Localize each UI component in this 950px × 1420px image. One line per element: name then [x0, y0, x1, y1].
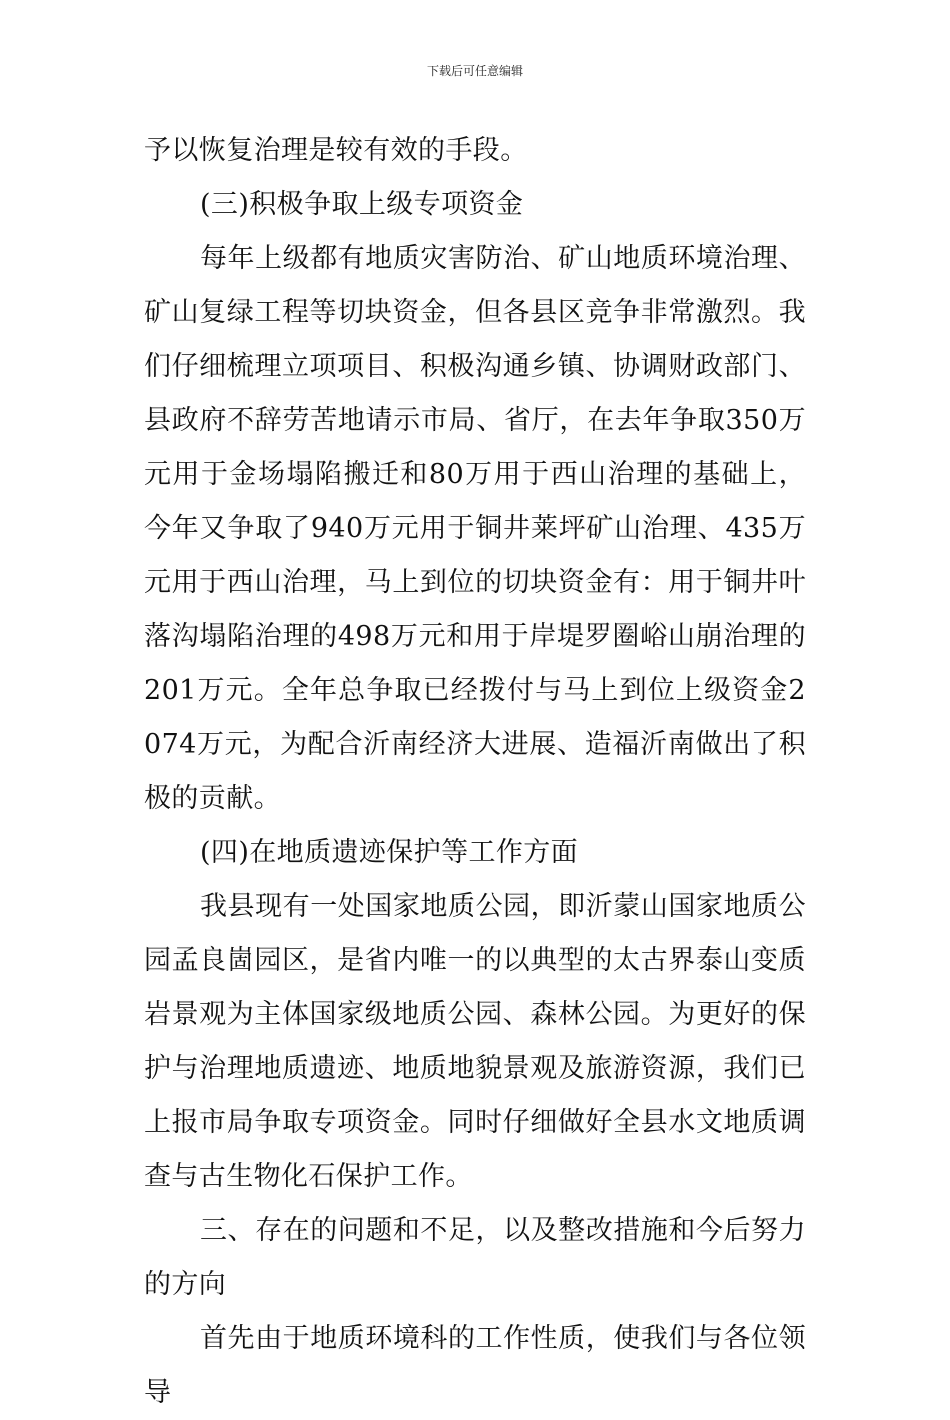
- page-header: 下载后可任意编辑: [426, 64, 523, 78]
- paragraph-funding: 每年上级都有地质灾害防治、矿山地质环境治理、矿山复绿工程等切块资金，但各县区竞争非常激烈。我们仔细梳理立项项目、积极沟通乡镇、协调财政部门、县政府不辞劳苦地请示市局、省厅，在去年争取350万元用于金场塌陷搬迁和80万用于西山治理的基础上，今年又争取了940万元用于铜井莱坪矿山治理、435万元用于西山治理，马上到位的切块资金有：用于铜井叶落沟塌陷治理的498万元和用于岸堤罗圈峪山崩治理的201万元。全年总争取已经拨付与马上到位上级资金2074万元，为配合沂南经济大进展、造福沂南做出了积极的贡献。: [144, 243, 806, 814]
- section-heading-4: (四)在地质遗迹保护等工作方面: [200, 837, 579, 868]
- paragraph-final: 首先由于地质环境科的工作性质，使我们与各位领导: [144, 1323, 806, 1408]
- document-body: [144, 124, 806, 1420]
- paragraph-continuation: 予以恢复治理是较有效的手段。: [144, 135, 528, 166]
- section-heading-3: (三)积极争取上级专项资金: [200, 189, 524, 220]
- paragraph-geopark: 我县现有一处国家地质公园，即沂蒙山国家地质公园孟良崮园区，是省内唯一的以典型的太古界泰山变质岩景观为主体国家级地质公园、森林公园。为更好的保护与治理地质遗迹、地质地貌景观及旅游资源，我们已上报市局争取专项资金。同时仔细做好全县水文地质调查与古生物化石保护工作。: [144, 891, 806, 1192]
- section-heading-problems: 三、存在的问题和不足，以及整改措施和今后努力的方向: [144, 1215, 806, 1300]
